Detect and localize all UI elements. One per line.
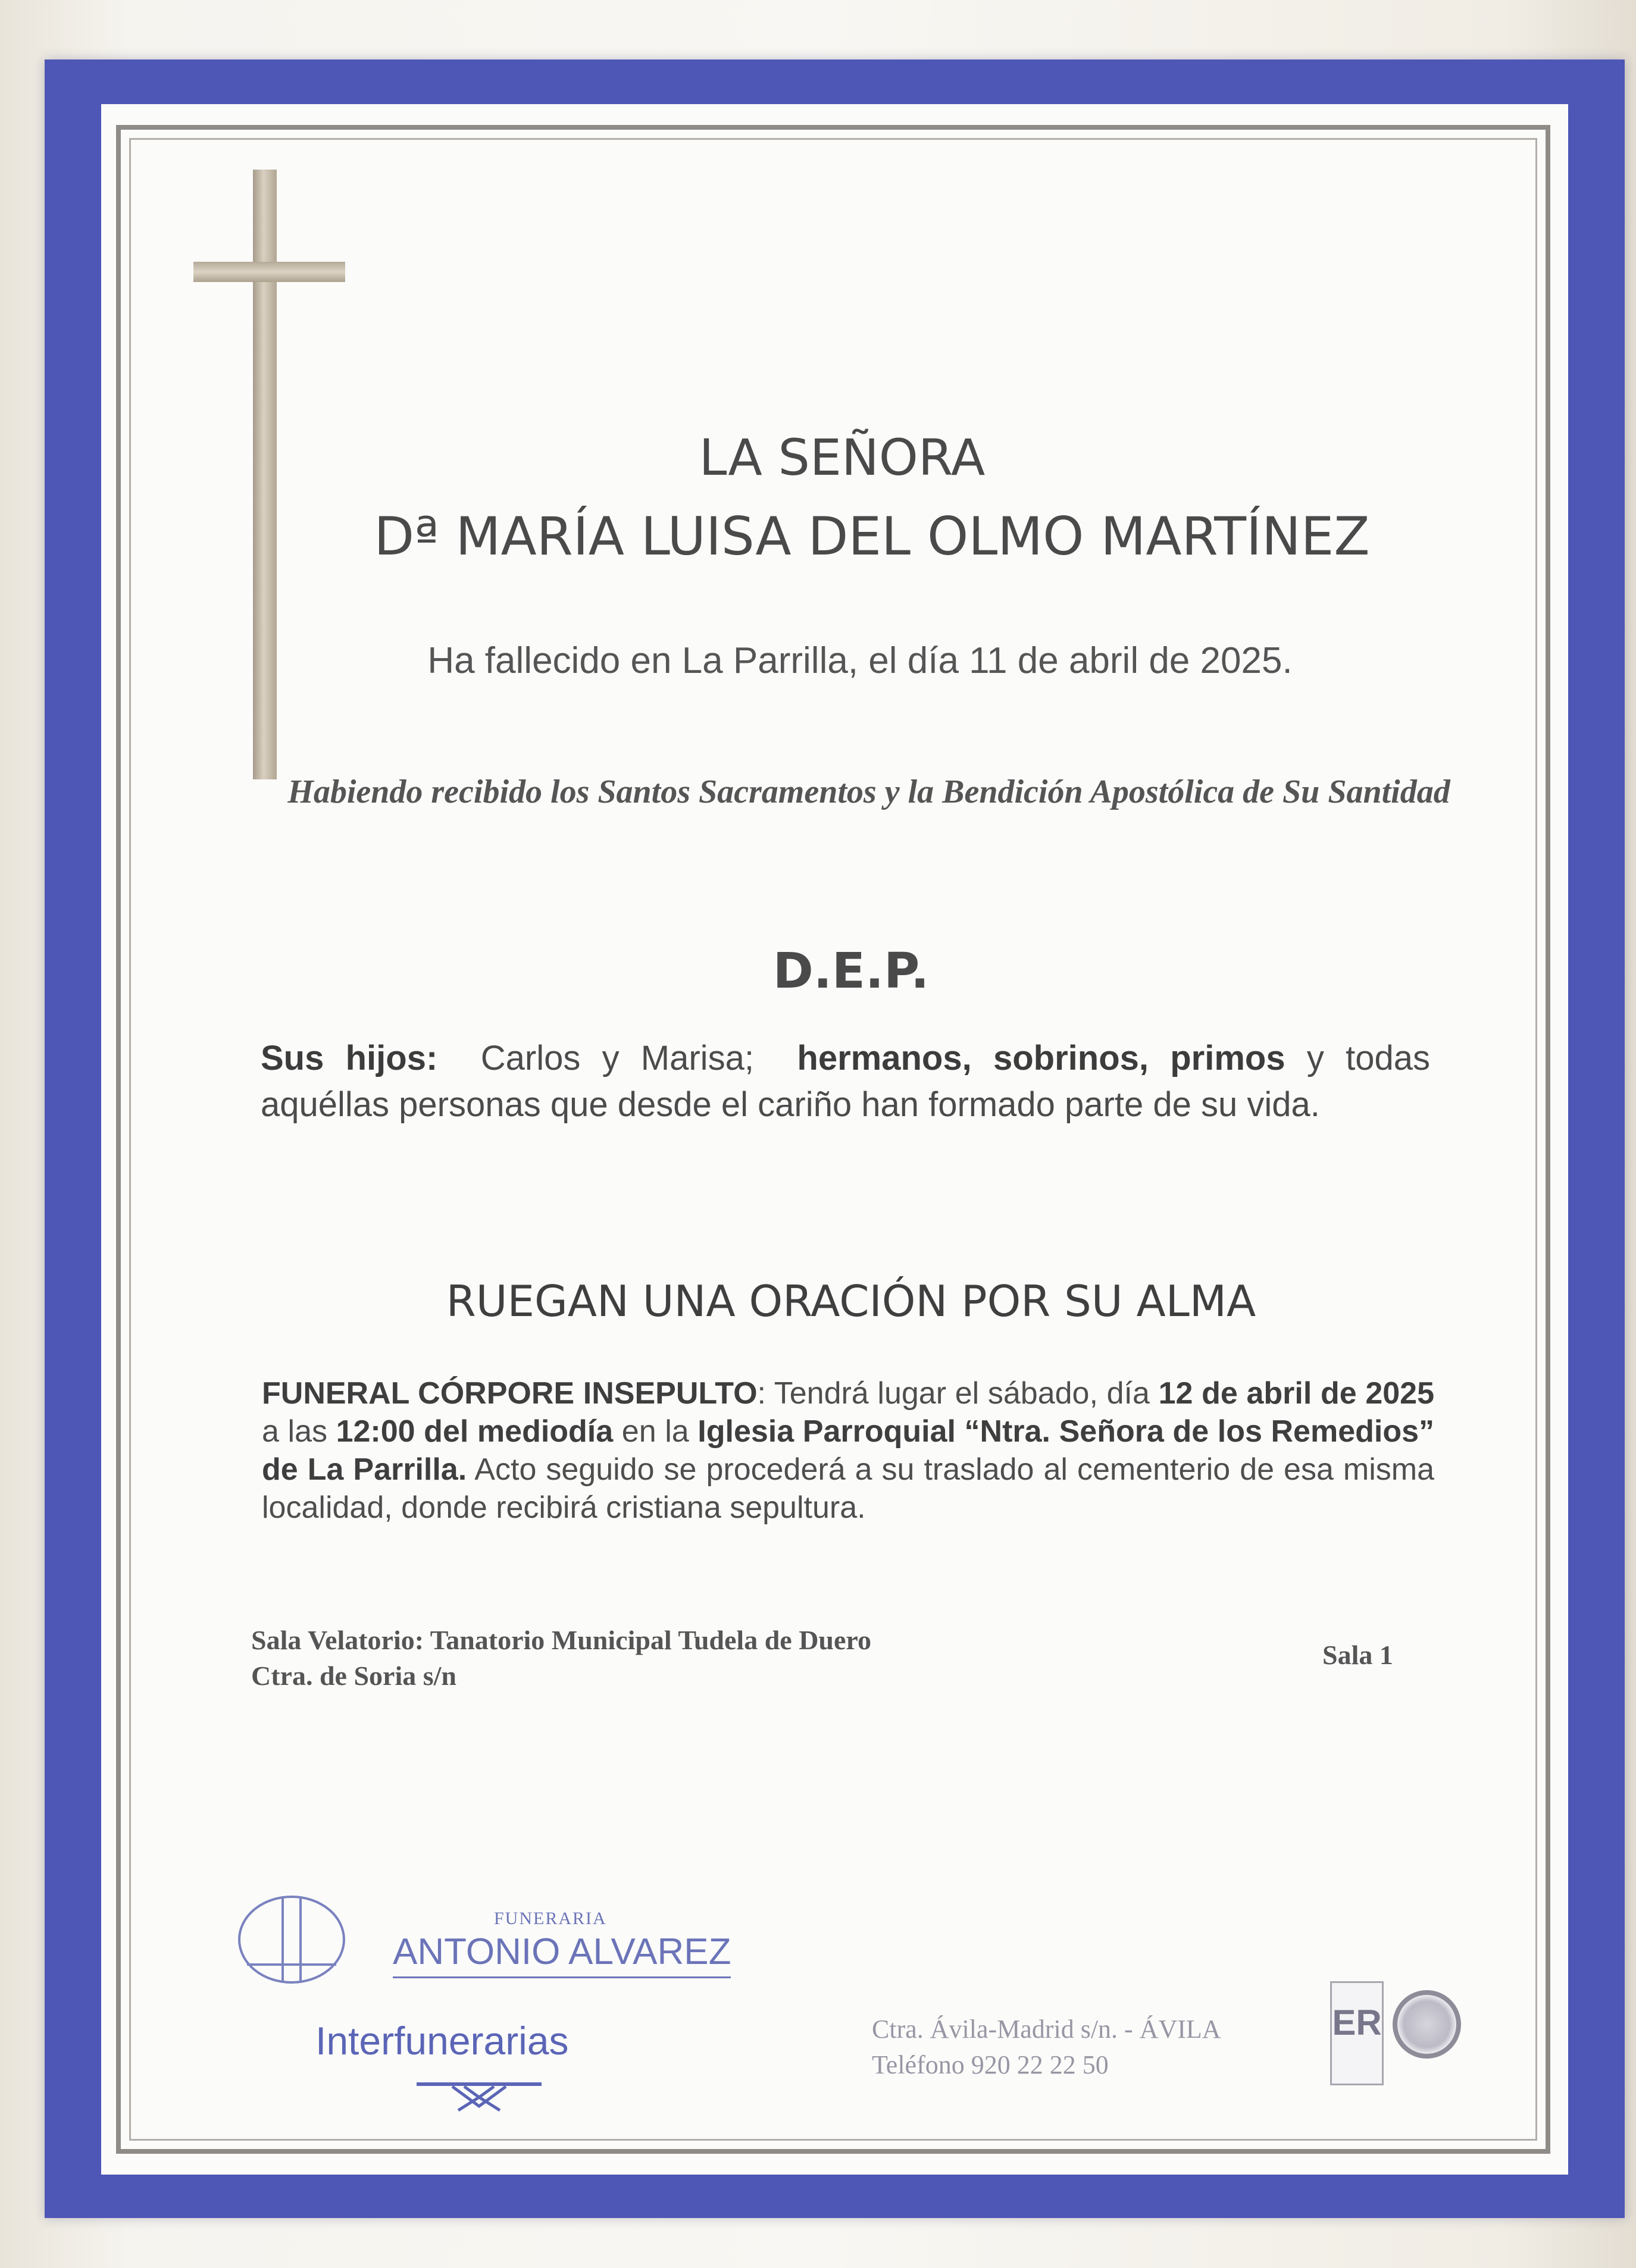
funeral-text-2: a las: [262, 1414, 336, 1449]
funeraria-logo-icon: [235, 1892, 348, 1987]
interfunerarias-logo-icon: [417, 2079, 542, 2115]
family-label: Sus hijos:: [261, 1039, 438, 1077]
prayer-request-heading: RUEGAN UNA ORACIÓN POR SU ALMA: [446, 1276, 1256, 1326]
network-name: Interfunerarias: [315, 2019, 569, 2063]
er-certification-icon: [1330, 1981, 1384, 2085]
funeral-label: FUNERAL CÓRPORE INSEPULTO: [262, 1376, 758, 1411]
title-honorific: LA SEÑORA: [699, 428, 986, 487]
funeral-date: 12 de abril de 2025: [1158, 1376, 1435, 1411]
family-relatives: hermanos, sobrinos, primos: [797, 1039, 1285, 1077]
family-rest: y todas aquéllas personas que desde el cariño han formado parte de su vida.: [261, 1039, 1430, 1124]
er-cert-label: ER: [1332, 2003, 1382, 2043]
wake-location: Sala Velatorio: Tanatorio Municipal Tudela de Duero: [251, 1625, 872, 1655]
deceased-name: Dª MARÍA LUISA DEL OLMO MARTÍNEZ: [374, 506, 1370, 567]
funeraria-name: ANTONIO ALVAREZ: [393, 1931, 731, 1978]
funeral-text-4: Acto seguido se procederá a su traslado al cementerio de esa misma localidad, donde recibirá cristiana sepultura.: [262, 1452, 1434, 1525]
funeral-time: 12:00 del mediodía: [336, 1414, 614, 1449]
family-paragraph: [261, 1035, 1430, 1128]
funeral-text-3: en la: [613, 1414, 698, 1449]
sacraments-statement: Habiendo recibido los Santos Sacramentos y la Bendición Apostólica de Su Santidad: [287, 773, 1450, 810]
funeral-church: Iglesia Parroquial “Ntra. Señora de los Remedios” de La Parrilla.: [262, 1414, 1435, 1487]
death-statement: Ha fallecido en La Parrilla, el día 11 de abril de 2025.: [427, 640, 1293, 681]
funeraria-address: Ctra. Ávila-Madrid s/n. - ÁVILA: [872, 2015, 1221, 2044]
funeraria-phone: Teléfono 920 22 22 50: [872, 2050, 1109, 2079]
funeral-text-1: : Tendrá lugar el sábado, día: [757, 1376, 1159, 1411]
family-children: Carlos y Marisa;: [480, 1039, 754, 1077]
funeral-paragraph: [262, 1374, 1434, 1527]
rip-heading: D.E.P.: [772, 943, 930, 1000]
wake-address: Ctra. de Soria s/n: [251, 1661, 456, 1691]
funeraria-label: FUNERARIA: [494, 1909, 607, 1928]
wake-room: Sala 1: [1322, 1640, 1393, 1670]
certification-seal-icon: [1393, 1990, 1461, 2059]
